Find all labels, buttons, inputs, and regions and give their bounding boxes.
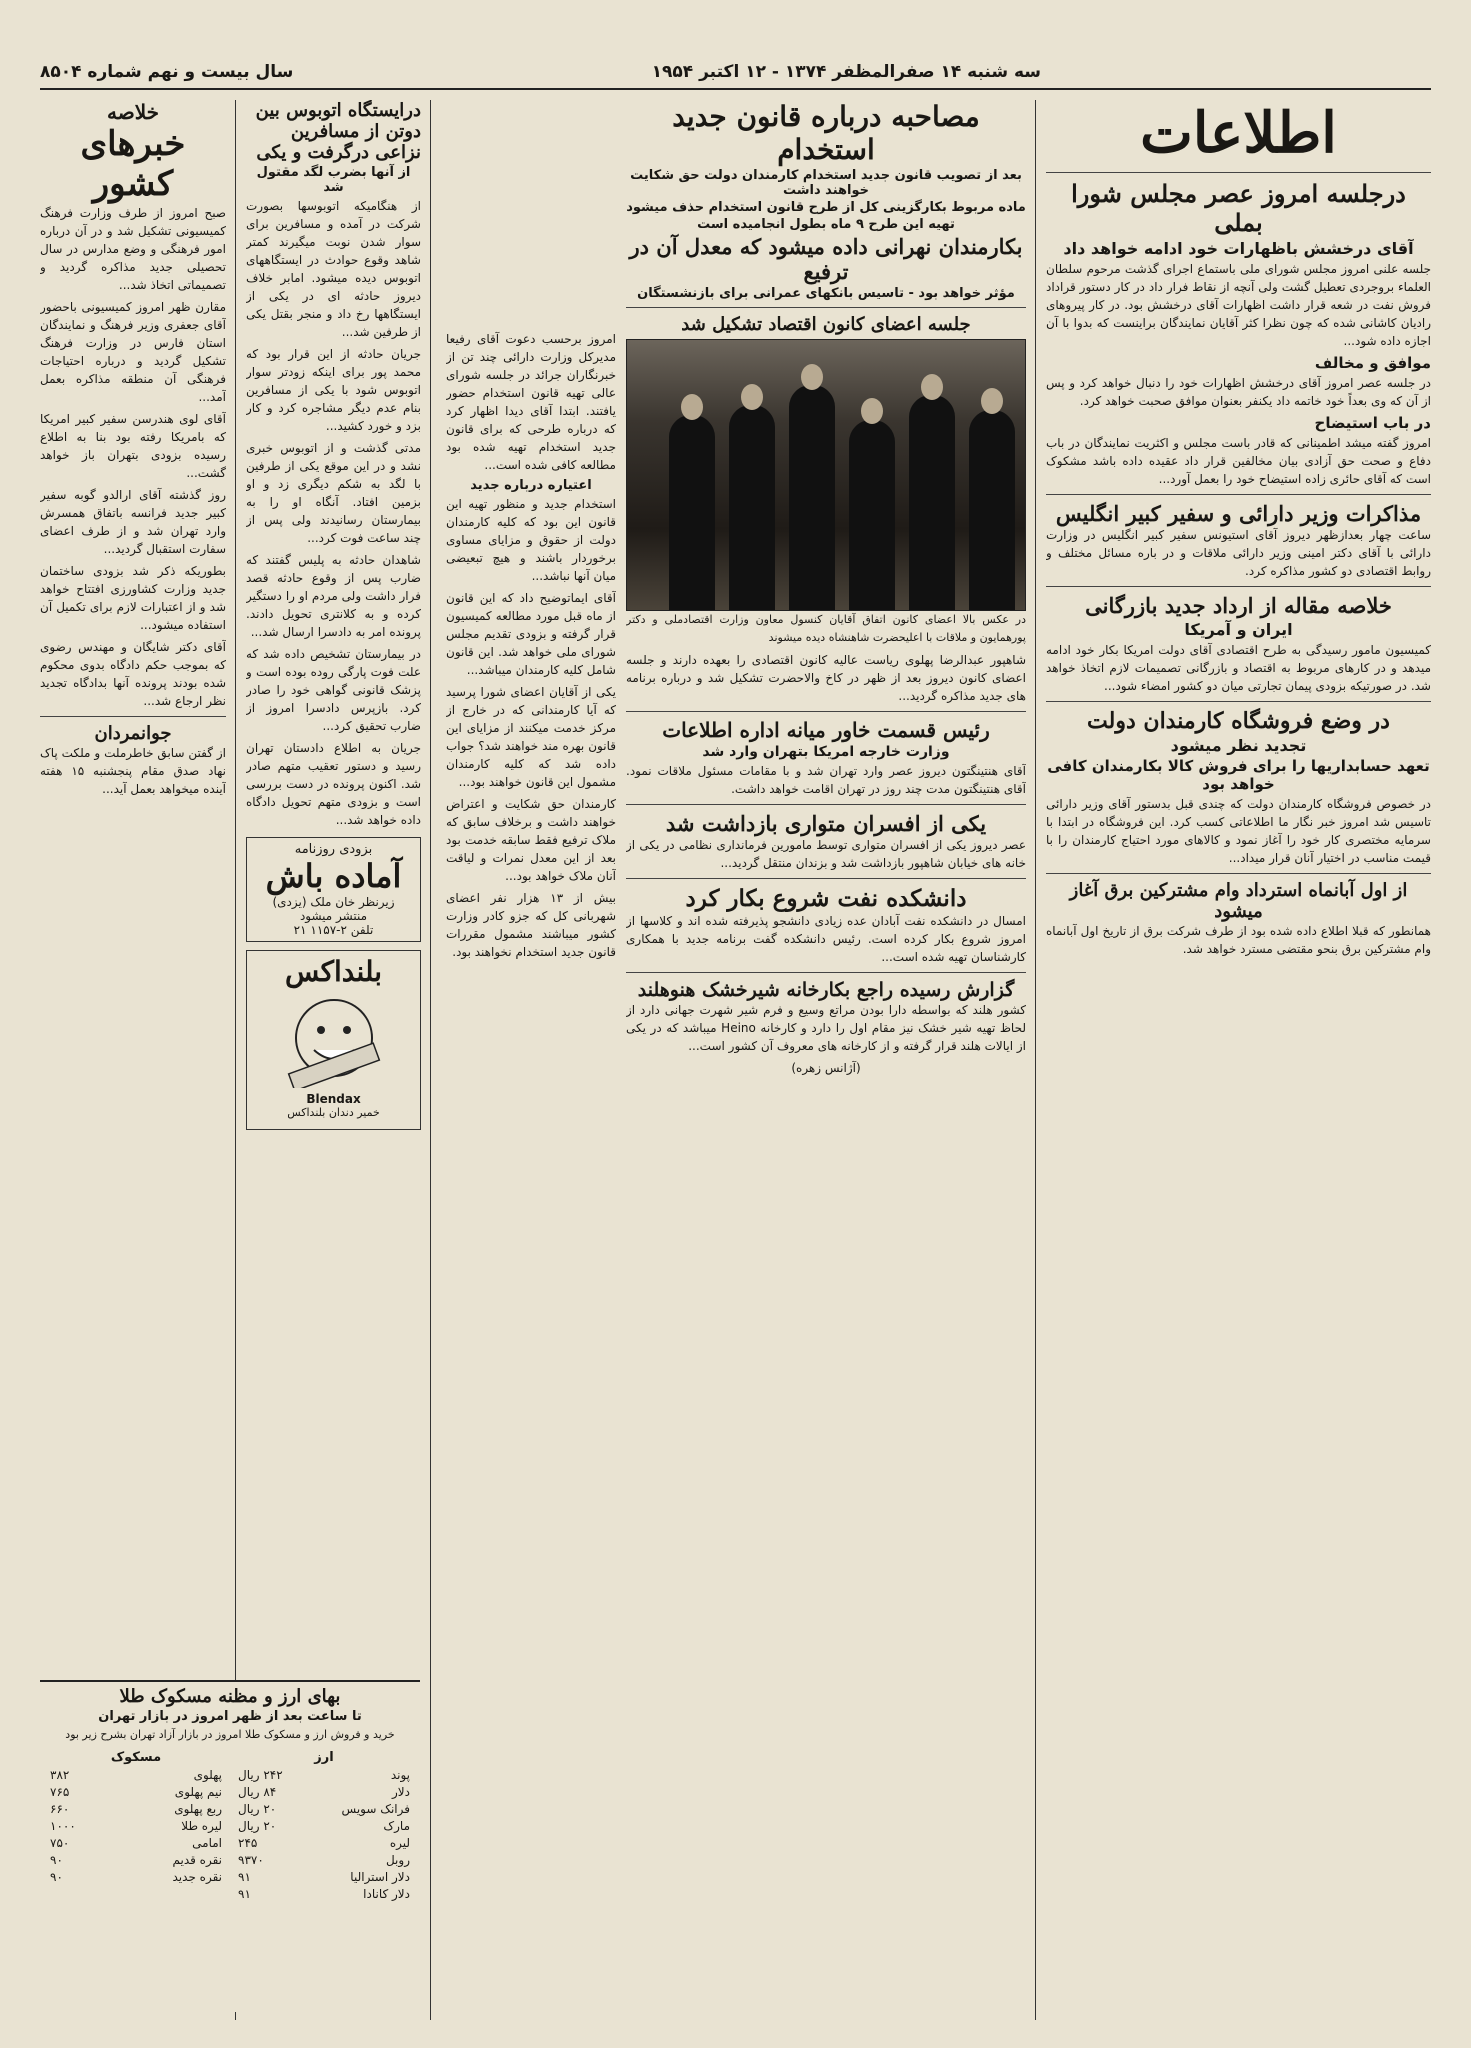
rate-name: امامی xyxy=(192,1836,222,1850)
article-body: مقارن ظهر امروز کمیسیونی باحضور آقای جعفری وزیر فرهنگ و نمایندگان استان فارس در وزارت فرهنگ تشکیل گردید و درباره احتیاجات فرهنگی آن منطقه مذاکره بعمل آمد... xyxy=(40,300,226,404)
article-headline: مذاکرات وزیر دارائی و سفیر کبیر انگلیس xyxy=(1055,501,1422,526)
rates-subtitle: تا ساعت بعد از ظهر امروز در بازار تهران xyxy=(98,1709,362,1724)
photo-figure-head xyxy=(861,398,883,424)
brand-tagline: خمیر دندان بلنداکس xyxy=(287,1106,380,1119)
photo-figure-head xyxy=(801,364,823,390)
rate-name: لیره xyxy=(389,1836,410,1850)
article-body: کمیسیون مامور رسیدگی به طرح اقتصادی آقای دولت امریکا بکار خود ادامه میدهد و در کارهای مربوط به اقتصاد و بازرگانی تصمیمات لازم اتخاذ خواهد شد. در صورتیکه بزودی پیمان تجارتی میان دو کشور امضاء شود... xyxy=(1046,643,1431,693)
currency-rates-box xyxy=(40,1680,420,2012)
divider xyxy=(1046,701,1431,702)
column-center xyxy=(626,100,1026,2020)
article-headline: مصاحبه درباره قانون جدید استخدام xyxy=(672,100,980,166)
divider xyxy=(1046,873,1431,874)
rate-row xyxy=(238,1784,410,1801)
photo-headline: جلسه اعضای کانون اقتصاد تشکیل شد xyxy=(681,314,971,335)
ad-title: آماده باش xyxy=(265,857,402,895)
rate-row xyxy=(238,1835,410,1852)
currency-list xyxy=(238,1767,410,1903)
divider xyxy=(626,972,1026,973)
rate-name: ربع پهلوی xyxy=(174,1802,222,1816)
rate-row xyxy=(238,1767,410,1784)
article-body: کشور هلند که بواسطه دارا بودن مراتع وسیع و فرم شیر شهرت جهانی دارد از لحاظ تهیه شیر خشک نیز مقام اول را دارد و کارخانه Heino میباشد که در یکی از ایالات هلند قرار گرفته و از کارخانه های معروف آن کشور است... xyxy=(626,1003,1026,1053)
article-body: یکی از آقایان اعضای شورا پرسید که آیا کارمندانی که در خارج از مرکز خدمت میکنند از مزایای این قانون بهره مند خواهند شد؟ جواب داده شد که کلیه کارمندان مشمول این قانون خواهند بود... xyxy=(446,685,616,789)
article-body: جریان به اطلاع دادستان تهران رسید و دستور تعقیب متهم صادر شد. اکنون پرونده در دست بررسی است و بزودی متهم تحویل دادگاه داده خواهد شد... xyxy=(246,741,421,827)
toothpaste-ad xyxy=(246,950,421,1130)
divider xyxy=(626,307,1026,308)
article-body: استخدام جدید و منظور تهیه این قانون این بود که کلیه کارمندان دولت از حقوق و مزایای مساوی برخوردار باشند و هیچ تبعیضی میان آنها نباشد... xyxy=(446,497,616,583)
coin-column xyxy=(50,1748,222,1903)
rate-row xyxy=(50,1852,222,1869)
column-rule xyxy=(430,100,431,2020)
newspaper-ad xyxy=(246,837,421,942)
divider xyxy=(1046,586,1431,587)
article-body: جریان حادثه از این قرار بود که محمد پور برای اینکه زودتر سوار اتوبوس شود با یکی از مسافرین بنام عدم دیگر مشاجره کرد و کار بزد و خورد کشید... xyxy=(246,347,421,433)
article-body: ساعت چهار بعدازظهر دیروز آقای استیونس سفیر کبیر انگلیس در وزارت دارائی با آقای دکتر امینی وزیر دارائی ملاقات و در باره مسائل مختلف و روابط اقتصادی دو کشور مذاکره کرد. xyxy=(1046,528,1431,578)
article-headline: از اول آبانماه استرداد وام مشترکین برق آغاز میشود xyxy=(1069,880,1408,922)
article-body: امسال در دانشکده نفت آبادان عده زیادی دانشجو پذیرفته شده اند و کلاسها از امروز شروع بکار کرده است. رئیس دانشکده گفت برنامه جدید با همکاری کارشناسان تهیه شده است... xyxy=(626,914,1026,964)
brand-name: بلنداکس xyxy=(284,955,382,988)
rate-row xyxy=(50,1801,222,1818)
photo-figure-head xyxy=(921,374,943,400)
currency-header: ارز xyxy=(314,1750,334,1765)
divider xyxy=(626,804,1026,805)
article-headline: گزارش رسیده راجع بکارخانه شیرخشک هنوهلند xyxy=(637,979,1015,1001)
rate-name: دلار xyxy=(392,1785,410,1799)
masthead: اطلاعات xyxy=(1140,100,1337,166)
article-subheadline: ماده مربوط بکارگزینی کل از طرح قانون استخدام حذف میشود xyxy=(626,200,1026,215)
rate-row xyxy=(50,1784,222,1801)
column-center-left xyxy=(446,330,616,2020)
ad-label: بزودی روزنامه xyxy=(294,842,373,857)
column-rule xyxy=(1035,100,1036,2020)
photo-figure-head xyxy=(741,384,763,410)
section-title-large: خبرهای کشور xyxy=(80,124,186,204)
article-body: روز گذشته آقای ارالدو گوبه سفیر کبیر جدید فرانسه باتفاق همسرش وارد تهران شد و از طرف اعضای سفارت استقبال گردید... xyxy=(40,488,226,556)
photo-figure xyxy=(969,410,1015,610)
rate-row xyxy=(50,1767,222,1784)
article-body: همانطور که قبلا اطلاع داده شده بود از طرف شرکت برق از تاریخ اول آبانماه وام مشترکین برق بنحو مقتضی مسترد خواهد شد. xyxy=(1046,924,1431,956)
rate-value: ۹۳۷۰ xyxy=(238,1853,264,1867)
rate-name: نقره قدیم xyxy=(172,1853,222,1867)
article-body: شاهدان حادثه به پلیس گفتند که ضارب پس از وقوع حادثه قصد فرار داشت ولی مردم او را دستگیر کرده و به کلانتری تحویل دادند. پرونده امر به دادسرا ارسال شد... xyxy=(246,553,421,639)
rate-value: ۹۱ xyxy=(238,1887,251,1901)
rate-value: ۶۶۰ xyxy=(50,1802,70,1816)
notice-body: از گفتن سابق خاطرملت و ملکت پاک نهاد صدق مقام پنجشنبه ۱۵ هفته آینده میخواهد بعمل آید... xyxy=(40,746,226,796)
rate-row xyxy=(50,1818,222,1835)
rate-row xyxy=(50,1835,222,1852)
article-source: (آژانس زهره) xyxy=(791,1061,861,1075)
rate-name: پوند xyxy=(390,1768,410,1782)
rates-note: خرید و فروش ارز و مسکوک طلا امروز در بازار آزاد تهران بشرح زیر بود xyxy=(65,1728,395,1741)
article-body: کارمندان حق شکایت و اعتراض خواهند داشت و برخلاف سابق که ملاک ترفیع فقط سابقه خدمت بود بعد از این معدل نمرات و لیاقت آنان ملاک خواهد بود... xyxy=(446,797,616,883)
rate-name: دلار کانادا xyxy=(363,1887,410,1901)
issue-date: سه شنبه ۱۴ صفرالمظفر ۱۳۷۴ - ۱۲ اکتبر ۱۹۵۴ xyxy=(651,62,1041,82)
article-headline: رئیس قسمت خاور میانه اداره اطلاعات xyxy=(662,718,990,742)
rate-value: ۲۴۲ ریال xyxy=(238,1768,283,1782)
rates-table xyxy=(40,1748,420,1903)
article-body: امروز برحسب دعوت آقای رفیعا مدیرکل وزارت دارائی چند تن از خبرنگاران جرائد در جلسه شورای عالی تهیه قانون استخدام حضور یافتند. ابتدا آقای دیدا اظهار کرد که درباره طرحی که برای قانون جدید استخدام تهیه شده بود مطالعه کافی شده است... xyxy=(446,332,616,472)
rate-row xyxy=(238,1869,410,1886)
brand-latin: Blendax xyxy=(306,1092,361,1106)
article-subheadline: ایران و آمریکا xyxy=(1184,620,1293,639)
divider xyxy=(1046,494,1431,495)
article-headline: خلاصه مقاله از ارداد جدید بازرگانی xyxy=(1085,593,1392,618)
article-body: صبح امروز از طرف وزارت فرهنگ کمیسیونی تشکیل شد و در آن درباره امور فرهنگی و وضع مدارس در سال تحصیلی جدید مذاکره گردید و تصمیماتی اتخاذ شد... xyxy=(40,206,226,292)
article-subheadline: وزارت خارجه امریکا بتهران وارد شد xyxy=(702,744,950,760)
article-body: شاهپور عبدالرضا پهلوی ریاست عالیه کانون اقتصادی را بعهده دارند و جلسه اعضای کانون دیروز بعد از ظهر در کاخ والاحضرت تشکیل شد و درباره برنامه های جدید مذاکره گردید... xyxy=(626,653,1026,703)
rate-row xyxy=(238,1818,410,1835)
photo-figure-head xyxy=(681,394,703,420)
rate-value: ۲۰ ریال xyxy=(238,1819,277,1833)
divider xyxy=(626,711,1026,712)
article-headline: یکی از افسران متواری بازداشت شد xyxy=(665,811,987,836)
article-body: از هنگامیکه اتوبوسها بصورت شرکت در آمده و مسافرین برای سوار شدن نوبت میگیرند کمتر شاهد وقوع حوادث در ایستگاههای اتوبوس دیده میشود. امابر خلاف دیروز حادثه ای در یکی از ایستگاهها رخ داد و منجر بقتل یکی از طرفین شد... xyxy=(246,199,421,339)
article-headline: دانشکده نفت شروع بکار کرد xyxy=(685,885,967,912)
group-photo xyxy=(626,339,1026,611)
photo-figure xyxy=(669,415,715,610)
section-title: خلاصه xyxy=(106,100,159,124)
photo-figure-head xyxy=(981,388,1003,414)
currency-column xyxy=(238,1748,410,1903)
article-subheadline: بعد از تصویب قانون جدید استخدام کارمندان دولت حق شکایت خواهند داشت xyxy=(630,168,1022,198)
photo-figure xyxy=(729,405,775,610)
rate-name: نیم پهلوی xyxy=(174,1785,222,1799)
article-headline: در وضع فروشگاه کارمندان دولت xyxy=(1087,708,1390,734)
smiling-face-icon xyxy=(259,988,409,1088)
section-heading: در باب استیضاح xyxy=(1314,414,1431,432)
article-body: امروز گفته میشد اطمینانی که قادر باست مجلس و اکثریت نمایندگان در باب دفاع و صحت حق آزادی بیان مخالفین قرار داد عقیده داده باشد مشکوک است که آقای حائری زاده استیضاح خود را بعمل آورد... xyxy=(1046,436,1431,486)
newspaper-page xyxy=(40,40,1431,2020)
section-heading: موافق و مخالف xyxy=(1314,354,1431,372)
article-body: عصر دیروز یکی از افسران متواری توسط مامورین فرمانداری نظامی در یکی از خانه های خیابان شاهپور بازداشت شد و بزندان منتقل گردید... xyxy=(626,838,1026,870)
divider xyxy=(1046,172,1431,173)
rate-row xyxy=(238,1886,410,1903)
rate-row xyxy=(238,1801,410,1818)
article-body: جلسه علنی امروز مجلس شورای ملی باستماع اجرای گذشت مرحوم سلطان العلماء بروجردی تعطیل گشت ولی آنچه از نقاط فرار داد در کار دستور قراداد فروش نفت در شعه قرار داشت اظهارات آقای درخشش بود. در کار پیروهای رادیان کاشانی شده که چون نظرا کثر آقایان نمایندگان براینست که بدوا با آن اجازه داده شود... xyxy=(1046,262,1431,348)
notice-title: جوانمردان xyxy=(94,723,172,744)
article-subheadline: از آنها بضرب لگد مقتول شد xyxy=(256,165,411,195)
column-right xyxy=(1046,100,1431,2020)
rate-name: لیره طلا xyxy=(181,1819,222,1833)
article-subheadline: تجدید نظر میشود xyxy=(1170,736,1307,755)
date-line xyxy=(40,58,1431,90)
article-body: مدتی گذشت و از اتوبوس خبری نشد و در این موقع یکی از طرفین با لگد به شکم دیگری زد و او بزمین افتاد. آنگاه او را به بیمارستان رسانیدند ولی پس از چند ساعت فوت کرد... xyxy=(246,441,421,545)
rate-name: مارک xyxy=(383,1819,410,1833)
photo-figure xyxy=(789,385,835,610)
rate-name: فرانک سویس xyxy=(341,1802,410,1816)
coin-list xyxy=(50,1767,222,1886)
article-headline: درایستگاه اتوبوس بین دوتن از مسافرین نزاعی درگرفت و یکی xyxy=(255,100,421,163)
rate-value: ۳۸۲ xyxy=(50,1768,70,1782)
article-headline: درجلسه امروز عصر مجلس شورا بملی xyxy=(1071,179,1406,237)
ad-published: منتشر میشود xyxy=(299,909,368,923)
ad-editor: زیرنظر خان ملک (یزدی) xyxy=(272,895,395,909)
article-body: آقای ایماتوضیح داد که این قانون از ماه قبل مورد مطالعه کمیسیون قرار گرفته و بزودی تقدیم مجلس شورای ملی خواهد شد. این قانون شامل کلیه کارمندان میباشد... xyxy=(446,591,616,677)
section-heading: اعتیاره درباره جدید xyxy=(470,478,592,493)
rate-value: ۹۱ xyxy=(238,1870,251,1884)
rate-name: دلار استرالیا xyxy=(350,1870,410,1884)
article-subheadline: آقای درخشش باظهارات خود ادامه خواهد داد xyxy=(1063,239,1414,258)
rate-value: ۲۰ ریال xyxy=(238,1802,277,1816)
ad-phone: تلفن ۲-۱۱۵۷ ۲۱ xyxy=(293,923,374,937)
rate-value: ۲۴۵ xyxy=(238,1836,258,1850)
article-subheadline: تهیه این طرح ۹ ماه بطول انجامیده است xyxy=(697,217,955,232)
article-body: آقای لوی هندرسن سفیر کبیر امریکا که بامریکا رفته بود بنا به اطلاع رسیده بزودی بتهران باز خواهد گشت... xyxy=(40,412,226,480)
photo-figure xyxy=(909,395,955,610)
divider xyxy=(40,716,226,717)
coin-header: مسکوک xyxy=(110,1750,162,1765)
rate-value: ۹۰ xyxy=(50,1853,63,1867)
rate-row xyxy=(238,1852,410,1869)
article-subheadline: مؤثر خواهد بود - تاسیس بانکهای عمرانی برای بازنشستگان xyxy=(637,286,1015,301)
rate-value: ۸۴ ریال xyxy=(238,1785,277,1799)
rate-name: پهلوی xyxy=(193,1768,222,1782)
article-body: در بیمارستان تشخیص داده شد که علت فوت پارگی روده بوده است و پزشک قانونی گواهی خود را صادر کرد. بازپرس دادسرا امروز از ضارب تحقیق کرد... xyxy=(246,647,421,733)
issue-number: سال بیست و نهم شماره ۸۵۰۴ xyxy=(40,62,294,82)
article-body: در خصوص فروشگاه کارمندان دولت که چندی قبل بدستور آقای وزیر دارائی تاسیس شد امروز خبر نگار ما اطلاعاتی کسب کرد. این فروشگاه در ابتدا با سرمایه مختصری کار خود را آغاز نمود و کالاهای مورد احتیاج کارمندان را با قیمت مناسب در اختیار آنان قرار میداد... xyxy=(1046,797,1431,865)
rate-name: روبل xyxy=(385,1853,410,1867)
rate-row xyxy=(50,1869,222,1886)
rate-name: نقره جدید xyxy=(172,1870,222,1884)
article-body: آقای هنتینگتون دیروز عصر وارد تهران شد و با مقامات مسئول ملاقات نمود. آقای هنتینگتون مدت چند روز در تهران اقامت خواهد داشت. xyxy=(626,764,1026,796)
article-body: آقای دکتر شایگان و مهندس رضوی که بموجب حکم دادگاه بدوی محکوم شده بودند پرونده آنها بدادگاه تجدید نظر ارجاع شد... xyxy=(40,640,226,708)
article-subheadline: تعهد حسابداریها را برای فروش کالا بکارمندان کافی خواهد بود xyxy=(1047,757,1430,793)
article-body: بیش از ۱۳ هزار نفر اعضای شهربانی کل که جزو کادر وزارت کشور میباشند مشمول مقررات قانون جدید استخدام نخواهند بود. xyxy=(446,891,616,959)
rate-value: ۷۵۰ xyxy=(50,1836,70,1850)
rate-value: ۹۰ xyxy=(50,1870,63,1884)
rates-title: بهای ارز و مظنه مسکوک طلا xyxy=(119,1686,341,1707)
article-headline: بکارمندان نهرانی داده میشود که معدل آن در ترفیع xyxy=(629,234,1023,284)
article-body: در جلسه عصر امروز آقای درخشش اظهارات خود را دنبال خواهد کرد و پس از آن که وی بعداً خود خاتمه داد یکنفر بعنوان موافق صحبت خواهد کرد. xyxy=(1046,376,1431,408)
rate-value: ۷۶۵ xyxy=(50,1785,70,1799)
photo-caption: در عکس بالا اعضای کانون اتفاق آقایان کنسول معاون وزارت اقتصادملی و دکتر پورهمایون و ملاقات با اعلیحضرت شاهنشاه دیده میشوند xyxy=(626,613,1026,644)
rate-value: ۱۰۰۰ xyxy=(50,1819,76,1833)
article-body: بطوریکه ذکر شد بزودی ساختمان جدید وزارت کشاورزی افتتاح خواهد شد و از اعتبارات لازم برای تکمیل آن استفاده میشود... xyxy=(40,564,226,632)
divider xyxy=(626,878,1026,879)
photo-figure xyxy=(849,420,895,610)
